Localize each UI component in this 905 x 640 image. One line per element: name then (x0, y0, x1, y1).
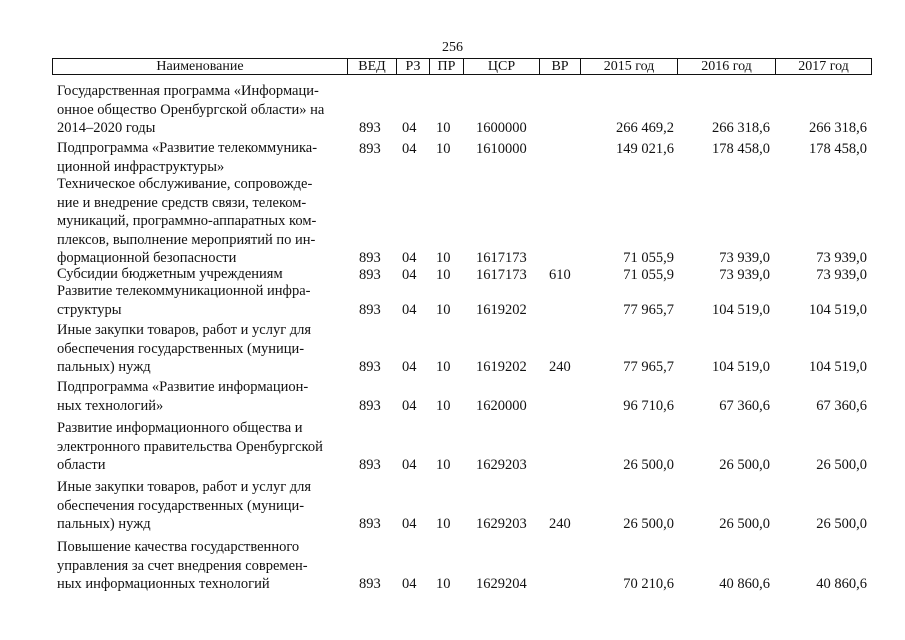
header-csr: ЦСР (464, 59, 540, 74)
cell-2017: 67 360,6 (816, 397, 867, 414)
table-row (0, 175, 905, 267)
header-year-2017: 2017 год (798, 59, 849, 74)
cell-pr: 10 (436, 358, 451, 375)
cell-csr: 1610000 (476, 140, 527, 157)
cell-2016: 26 500,0 (719, 456, 770, 473)
header-vr: ВР (540, 59, 581, 74)
table-row (0, 538, 905, 593)
cell-ved: 893 (359, 249, 381, 266)
cell-rz: 04 (402, 140, 417, 157)
row-name: Иные закупки товаров, работ и услуг для обеспечения государственных (муници- пальных) нужд (57, 322, 312, 375)
table-row (0, 139, 905, 175)
cell-2016: 67 360,6 (719, 397, 770, 414)
row-name: Развитие информационного общества и электронного правительства Оренбургской области (57, 420, 323, 473)
table-row (0, 378, 905, 415)
cell-2016: 178 458,0 (712, 140, 770, 157)
cell-csr: 1629203 (476, 515, 527, 532)
header-year-2015: 2015 год (581, 59, 678, 74)
cell-2015: 71 055,9 (623, 266, 674, 283)
cell-csr: 1619202 (476, 358, 527, 375)
cell-2015: 26 500,0 (623, 515, 674, 532)
cell-rz: 04 (402, 119, 417, 136)
cell-2016: 104 519,0 (712, 358, 770, 375)
cell-2015: 77 965,7 (623, 358, 674, 375)
cell-2016: 40 860,6 (719, 575, 770, 592)
header-rz: РЗ (397, 59, 430, 74)
cell-rz: 04 (402, 249, 417, 266)
cell-csr: 1600000 (476, 119, 527, 136)
cell-2015: 71 055,9 (623, 249, 674, 266)
cell-csr: 1617173 (476, 266, 527, 283)
cell-pr: 10 (436, 397, 451, 414)
cell-pr: 10 (436, 249, 451, 266)
row-name: Техническое обслуживание, сопровожде- ние и внедрение средств связи, телеком- муникаций, программно-аппаратных ком- плексов, выполнение мероприятий по ин- формационной безопасности (57, 176, 317, 266)
cell-2015: 266 469,2 (616, 119, 674, 136)
cell-2016: 26 500,0 (719, 515, 770, 532)
page-number: 256 (442, 40, 463, 55)
cell-pr: 10 (436, 140, 451, 157)
cell-2017: 104 519,0 (809, 301, 867, 318)
cell-ved: 893 (359, 515, 381, 532)
cell-csr: 1620000 (476, 397, 527, 414)
cell-ved: 893 (359, 301, 381, 318)
cell-pr: 10 (436, 301, 451, 318)
cell-ved: 893 (359, 140, 381, 157)
cell-2017: 73 939,0 (816, 266, 867, 283)
cell-2017: 266 318,6 (809, 119, 867, 136)
row-name: Подпрограмма «Развитие телекоммуника- ционной инфраструктуры» (57, 140, 318, 175)
cell-2016: 266 318,6 (712, 119, 770, 136)
cell-ved: 893 (359, 456, 381, 473)
cell-ved: 893 (359, 266, 381, 283)
cell-2015: 77 965,7 (623, 301, 674, 318)
cell-rz: 04 (402, 301, 417, 318)
cell-ved: 893 (359, 119, 381, 136)
header-ved: ВЕД (348, 59, 397, 74)
cell-2016: 73 939,0 (719, 266, 770, 283)
cell-rz: 04 (402, 397, 417, 414)
row-name: Подпрограмма «Развитие информацион- ных технологий» (57, 379, 309, 414)
table-row (0, 82, 905, 137)
cell-2017: 104 519,0 (809, 358, 867, 375)
row-name: Повышение качества государственного управления за счет внедрения современ- ных информационных технологий (57, 539, 308, 592)
cell-pr: 10 (436, 119, 451, 136)
cell-pr: 10 (436, 266, 451, 283)
cell-2017: 26 500,0 (816, 515, 867, 532)
cell-vr: 240 (549, 515, 571, 532)
cell-ved: 893 (359, 397, 381, 414)
cell-vr: 240 (549, 358, 571, 375)
cell-2016: 104 519,0 (712, 301, 770, 318)
cell-pr: 10 (436, 515, 451, 532)
cell-rz: 04 (402, 575, 417, 592)
cell-2017: 178 458,0 (809, 140, 867, 157)
header-name: Наименование (53, 59, 348, 74)
cell-csr: 1629204 (476, 575, 527, 592)
cell-rz: 04 (402, 515, 417, 532)
header-year-2016: 2016 год (678, 59, 776, 74)
table-row (0, 419, 905, 474)
header-pr: ПР (430, 59, 464, 74)
table-row (0, 478, 905, 533)
cell-csr: 1619202 (476, 301, 527, 318)
cell-ved: 893 (359, 575, 381, 592)
cell-rz: 04 (402, 456, 417, 473)
cell-pr: 10 (436, 456, 451, 473)
row-name: Государственная программа «Информаци- онное общество Оренбургской области» на 2014–2020 годы (57, 83, 325, 136)
row-name: Развитие телекоммуникационной инфра- структуры (57, 283, 311, 318)
cell-ved: 893 (359, 358, 381, 375)
cell-2017: 73 939,0 (816, 249, 867, 266)
row-name: Иные закупки товаров, работ и услуг для обеспечения государственных (муници- пальных) нужд (57, 479, 312, 532)
cell-rz: 04 (402, 266, 417, 283)
cell-csr: 1617173 (476, 249, 527, 266)
table-row (0, 321, 905, 376)
cell-2015: 70 210,6 (623, 575, 674, 592)
cell-2017: 40 860,6 (816, 575, 867, 592)
cell-2016: 73 939,0 (719, 249, 770, 266)
cell-pr: 10 (436, 575, 451, 592)
row-name: Субсидии бюджетным учреждениям (57, 266, 283, 282)
cell-csr: 1629203 (476, 456, 527, 473)
cell-vr: 610 (549, 266, 571, 283)
cell-2015: 96 710,6 (623, 397, 674, 414)
cell-rz: 04 (402, 358, 417, 375)
table-row (0, 282, 905, 319)
cell-2015: 149 021,6 (616, 140, 674, 157)
cell-2015: 26 500,0 (623, 456, 674, 473)
cell-2017: 26 500,0 (816, 456, 867, 473)
